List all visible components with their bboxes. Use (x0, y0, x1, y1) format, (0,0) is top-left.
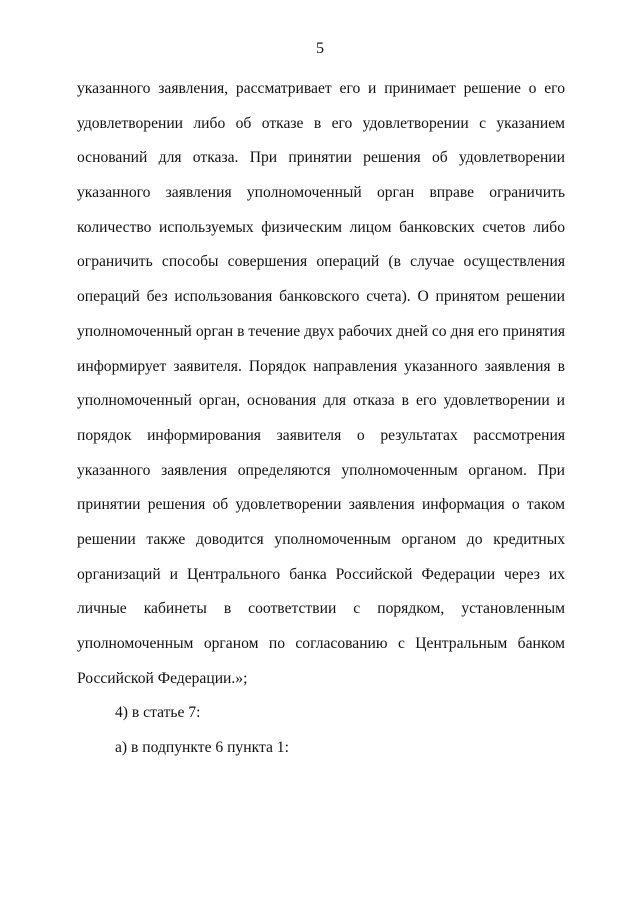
text-line: указанного заявления, рассматривает его и принимает решение о его (77, 80, 565, 97)
text-line: порядок информирования заявителя о результатах рассмотрения (77, 426, 565, 444)
text-line: уполномоченный орган в течение двух рабочих дней со дня его принятия (77, 322, 565, 340)
text-line: личные кабинеты в соответствии с порядком, установленным (77, 600, 565, 618)
text-line: операций без использования банковского счета). О принятом решении (77, 288, 565, 306)
text-line: информирует заявителя. Порядок направления указанного заявления в (77, 357, 565, 375)
text-line: решении также доводится уполномоченным органом до кредитных (77, 530, 565, 548)
text-line: удовлетворении либо об отказе в его удовлетворении с указанием (77, 114, 565, 132)
document-body (77, 79, 565, 773)
text-line: принятии решения об удовлетворении заявления информация о таком (77, 496, 565, 514)
text-line: уполномоченным органом по согласованию с Центральным банком (77, 635, 565, 652)
list-item: а) в подпункте 6 пункта 1: (115, 739, 289, 757)
text-line: Российской Федерации.»; (77, 669, 248, 687)
text-line: оснований для отказа. При принятии решения об удовлетворении (77, 149, 565, 167)
text-line: организаций и Центрального банка Российской Федерации через их (77, 565, 565, 583)
text-line: уполномоченный орган, основания для отказа в его удовлетворении и (77, 392, 565, 410)
text-line: указанного заявления уполномоченный орган вправе ограничить (77, 184, 565, 202)
text-line: ограничить способы совершения операций (в случае осуществления (77, 253, 565, 271)
list-item: 4) в статье 7: (115, 704, 201, 722)
text-line: указанного заявления определяются уполномоченным органом. При (77, 461, 565, 479)
text-line: количество используемых физическим лицом банковских счетов либо (77, 218, 565, 236)
page-number: 5 (316, 40, 324, 57)
